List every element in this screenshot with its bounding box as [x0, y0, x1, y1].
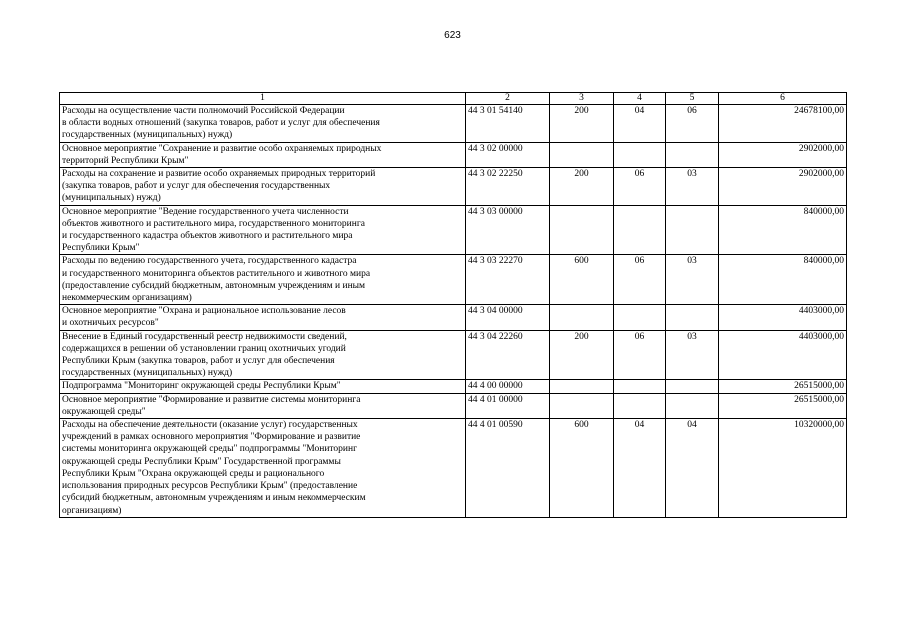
row-expense-type-cell [550, 142, 614, 167]
column-header: 2 [466, 93, 550, 105]
row-subsection-cell: 06 [666, 105, 719, 143]
row-expense-type-cell [550, 393, 614, 418]
row-name-cell: Основное мероприятие "Ведение государственного учета численности объектов животного и растительного мира, государственного мониторинга и государственного кадастра объектов животного и растительного мира Республики Крым" [60, 205, 466, 255]
row-subsection-cell: 04 [666, 419, 719, 518]
row-name-cell: Расходы на обеспечение деятельности (оказание услуг) государственных учреждений в рамках основного мероприятия "Формирование и развитие системы мониторинга окружающей среды" подпрограммы "Мониторинг окружающей среды Республики Крым" Государственной программы Республики Крым "Охрана окружающей среды и рационального использования природных ресурсов Республики Крым" (предоставление субсидий бюджетным, автономным учреждениям и иным некоммерческим организациям) [60, 419, 466, 518]
row-sum-cell: 840000,00 [719, 205, 847, 255]
table-row [60, 305, 847, 330]
table-row [60, 330, 847, 380]
column-header: 6 [719, 93, 847, 105]
row-subsection-cell [666, 205, 719, 255]
row-subsection-cell: 03 [666, 168, 719, 206]
row-code-cell: 44 4 00 00000 [466, 380, 550, 393]
row-section-cell: 06 [614, 330, 666, 380]
row-expense-type-cell: 200 [550, 330, 614, 380]
page-number: 623 [444, 30, 461, 41]
table-row [60, 255, 847, 305]
table-row [60, 168, 847, 206]
row-expense-type-cell: 200 [550, 105, 614, 143]
row-code-cell: 44 3 03 22270 [466, 255, 550, 305]
row-name-cell: Подпрограмма "Мониторинг окружающей среды Республики Крым" [60, 380, 466, 393]
column-header: 1 [60, 93, 466, 105]
row-expense-type-cell [550, 305, 614, 330]
row-code-cell: 44 3 04 00000 [466, 305, 550, 330]
row-sum-cell: 2902000,00 [719, 142, 847, 167]
table-row [60, 105, 847, 143]
row-sum-cell: 4403000,00 [719, 305, 847, 330]
row-expense-type-cell [550, 205, 614, 255]
row-subsection-cell [666, 380, 719, 393]
row-subsection-cell: 03 [666, 255, 719, 305]
table-row [60, 419, 847, 518]
row-name-cell: Расходы по ведению государственного учета, государственного кадастра и государственного мониторинга объектов растительного и животного мира (предоставление субсидий бюджетным, автономным учреждениям и иным некоммерческим организациям) [60, 255, 466, 305]
row-code-cell: 44 4 01 00000 [466, 393, 550, 418]
row-subsection-cell [666, 142, 719, 167]
row-expense-type-cell [550, 380, 614, 393]
column-header: 4 [614, 93, 666, 105]
row-sum-cell: 26515000,00 [719, 380, 847, 393]
row-sum-cell: 24678100,00 [719, 105, 847, 143]
row-section-cell [614, 205, 666, 255]
row-subsection-cell [666, 305, 719, 330]
row-section-cell [614, 305, 666, 330]
row-sum-cell: 4403000,00 [719, 330, 847, 380]
row-expense-type-cell: 600 [550, 255, 614, 305]
row-subsection-cell: 03 [666, 330, 719, 380]
table-row [60, 380, 847, 393]
row-code-cell: 44 3 03 00000 [466, 205, 550, 255]
row-name-cell: Расходы на осуществление части полномочий Российской Федерации в области водных отношений (закупка товаров, работ и услуг для обеспечения государственных (муниципальных) нужд) [60, 105, 466, 143]
row-section-cell [614, 142, 666, 167]
row-code-cell: 44 3 04 22260 [466, 330, 550, 380]
row-name-cell: Основное мероприятие "Формирование и развитие системы мониторинга окружающей среды" [60, 393, 466, 418]
row-code-cell: 44 3 02 22250 [466, 168, 550, 206]
row-subsection-cell [666, 393, 719, 418]
row-sum-cell: 10320000,00 [719, 419, 847, 518]
table-row [60, 393, 847, 418]
row-sum-cell: 2902000,00 [719, 168, 847, 206]
row-section-cell [614, 393, 666, 418]
table-row [60, 142, 847, 167]
row-expense-type-cell: 600 [550, 419, 614, 518]
row-name-cell: Внесение в Единый государственный реестр недвижимости сведений, содержащихся в решении об установлении границ охотничьих угодий Республики Крым (закупка товаров, работ и услуг для обеспечения государственных (муниципальных) нужд) [60, 330, 466, 380]
row-section-cell: 04 [614, 105, 666, 143]
table-header-row [60, 93, 847, 105]
row-name-cell: Основное мероприятие "Сохранение и развитие особо охраняемых природных территорий Республики Крым" [60, 142, 466, 167]
column-header: 3 [550, 93, 614, 105]
table-row [60, 205, 847, 255]
row-section-cell: 06 [614, 255, 666, 305]
row-name-cell: Расходы на сохранение и развитие особо охраняемых природных территорий (закупка товаров, работ и услуг для обеспечения государственных (муниципальных) нужд) [60, 168, 466, 206]
row-code-cell: 44 3 02 00000 [466, 142, 550, 167]
table-body [60, 105, 847, 518]
row-expense-type-cell: 200 [550, 168, 614, 206]
row-code-cell: 44 4 01 00590 [466, 419, 550, 518]
budget-table [59, 92, 847, 518]
row-code-cell: 44 3 01 54140 [466, 105, 550, 143]
column-header: 5 [666, 93, 719, 105]
row-name-cell: Основное мероприятие "Охрана и рациональное использование лесов и охотничьих ресурсов" [60, 305, 466, 330]
row-section-cell: 04 [614, 419, 666, 518]
row-section-cell: 06 [614, 168, 666, 206]
row-sum-cell: 840000,00 [719, 255, 847, 305]
row-section-cell [614, 380, 666, 393]
row-sum-cell: 26515000,00 [719, 393, 847, 418]
